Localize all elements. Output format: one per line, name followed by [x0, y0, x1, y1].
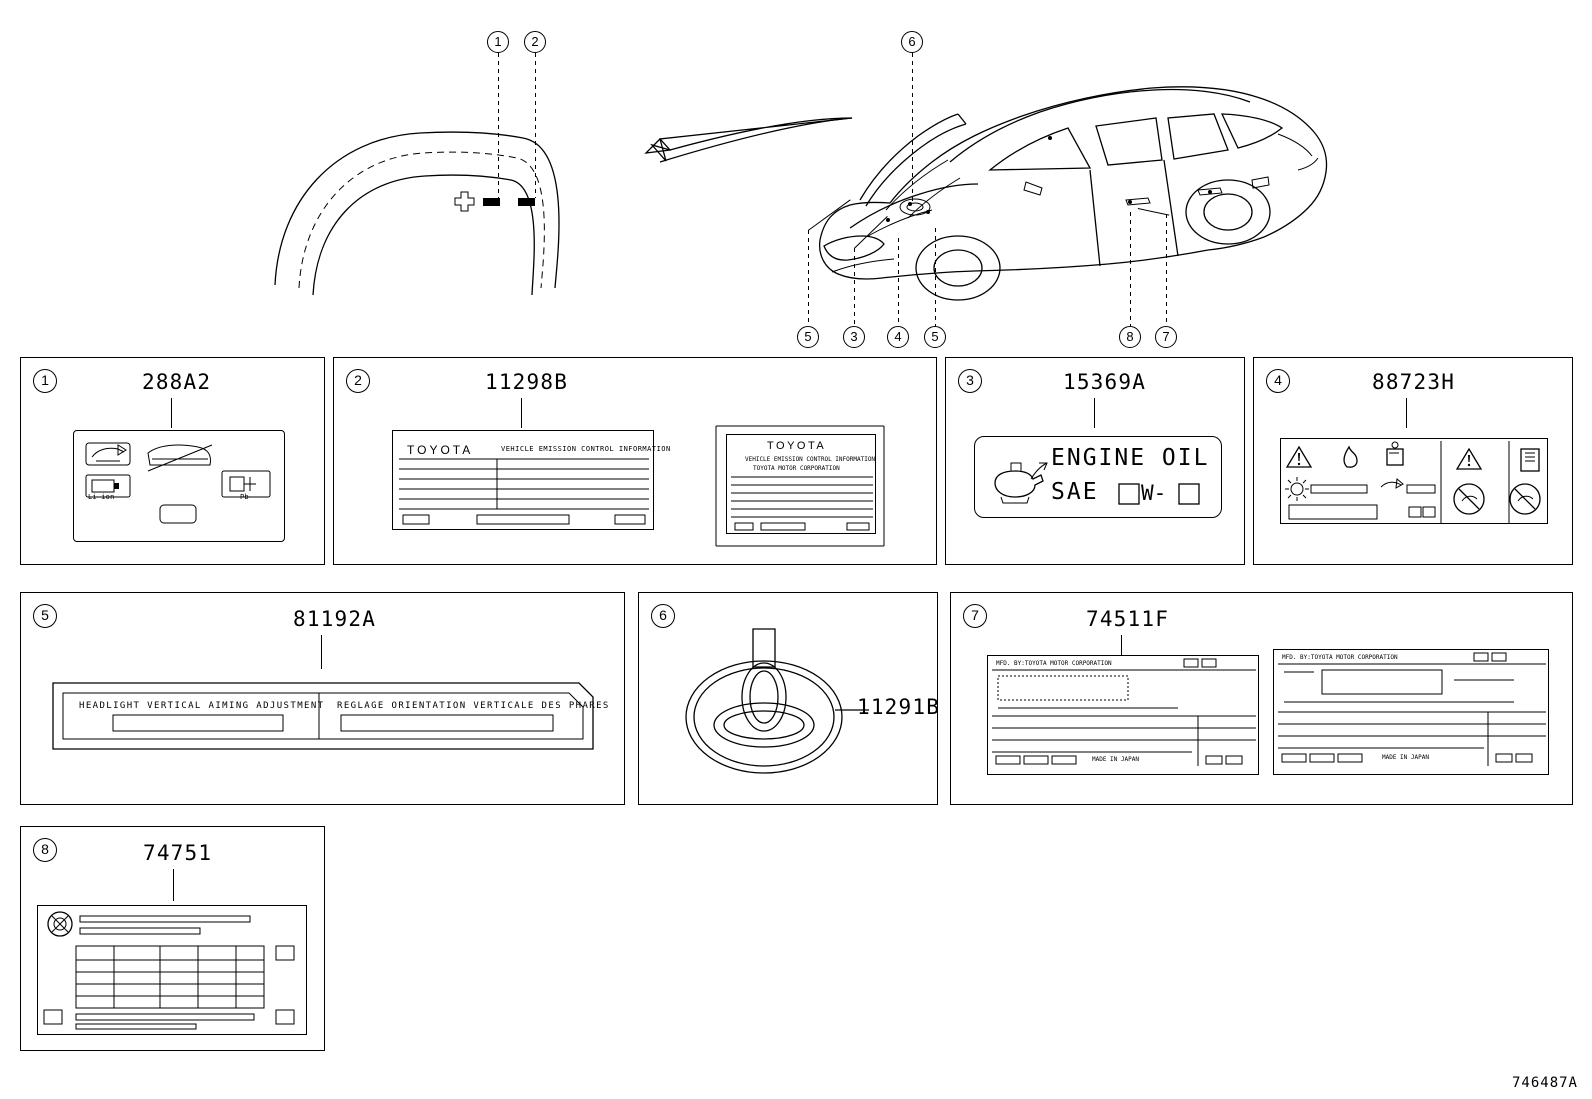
panel-5-label-art	[51, 681, 610, 751]
panel-7-number: 7	[963, 604, 987, 628]
callout-4: 4	[887, 326, 909, 348]
panel-1-icons	[74, 431, 286, 543]
callout-8-leader	[1130, 212, 1131, 326]
callout-2-leader	[535, 53, 536, 198]
callout-7-leader	[1166, 214, 1167, 326]
panel-2-label-a	[392, 430, 671, 530]
callout-5-hood-leader	[935, 228, 936, 326]
callout-5-front: 5	[797, 326, 819, 348]
panel-7-code: 74511F	[1086, 607, 1170, 631]
sedan-cutaway-illustration	[790, 40, 1350, 320]
panel-2[interactable]	[333, 357, 937, 565]
panel-3-pointer	[1094, 398, 1095, 428]
panel-1-number: 1	[33, 369, 57, 393]
panel-6-number: 6	[651, 604, 675, 628]
panel-4-label-art	[1280, 438, 1548, 524]
panel-7-label-a	[987, 655, 1259, 775]
panel-3-label-art	[974, 436, 1222, 518]
panel-2-label-a-brand: TOYOTA	[407, 443, 474, 457]
panel-7-label-a-origin: MADE IN JAPAN	[1092, 756, 1139, 763]
panel-1[interactable]	[20, 357, 325, 565]
panel-7-label-a-mfd: MFD. BY:TOYOTA MOTOR CORPORATION	[996, 660, 1112, 667]
panel-2-code: 11298B	[485, 370, 569, 394]
panel-3-viscosity-sep: W-	[1141, 481, 1167, 505]
panel-8[interactable]	[20, 826, 325, 1051]
callout-6: 6	[901, 31, 923, 53]
tire-pressure-table	[38, 906, 308, 1036]
callout-6-leader	[912, 53, 913, 203]
panel-7-label-b-mfd: MFD. BY:TOYOTA MOTOR CORPORATION	[1282, 654, 1398, 661]
panel-5-code: 81192A	[293, 607, 377, 631]
oil-can-icon	[981, 439, 1051, 519]
panel-4-code: 88723H	[1372, 370, 1456, 394]
panel-2-number: 2	[346, 369, 370, 393]
panel-2-pointer	[521, 398, 522, 428]
panel-1-sublabel-liion: Li-ion	[88, 493, 115, 501]
panel-7[interactable]	[950, 592, 1573, 805]
panel-8-pointer	[173, 869, 174, 901]
callout-2: 2	[524, 31, 546, 53]
panel-1-code: 288A2	[142, 370, 212, 394]
callout-7: 7	[1155, 326, 1177, 348]
wheel-arch-drawing	[255, 20, 675, 320]
panel-1-label-art	[73, 430, 285, 542]
panel-7-label-b	[1273, 649, 1549, 775]
panel-2-label-b	[726, 434, 876, 534]
panel-5-pointer	[321, 635, 322, 669]
panel-4-icons	[1281, 439, 1549, 525]
toyota-emblem-icon	[669, 625, 859, 785]
wheel-arch-detail	[255, 20, 675, 320]
panel-1-pointer	[171, 398, 172, 428]
panel-2-label-a-heading: VEHICLE EMISSION CONTROL INFORMATION	[501, 445, 671, 453]
panel-2-label-b-wrap	[712, 420, 890, 552]
panel-3-text-engine-oil: ENGINE OIL	[1051, 445, 1210, 471]
panel-3-number: 3	[958, 369, 982, 393]
callout-3: 3	[843, 326, 865, 348]
panel-4-pointer	[1406, 398, 1407, 428]
panel-4[interactable]	[1253, 357, 1573, 565]
callout-6-anchor	[898, 196, 932, 218]
callout-4-leader	[898, 238, 899, 326]
panel-5-number: 5	[33, 604, 57, 628]
panel-6-code: 11291B	[857, 695, 941, 719]
callout-1: 1	[487, 31, 509, 53]
panel-6[interactable]	[638, 592, 941, 805]
panel-8-label-art	[37, 905, 307, 1035]
panel-8-number: 8	[33, 838, 57, 862]
panel-5-text-fr: REGLAGE ORIENTATION VERTICALE DES PHARES	[337, 701, 610, 711]
panel-5-text-en: HEADLIGHT VERTICAL AIMING ADJUSTMENT	[79, 701, 325, 711]
panel-1-sublabel-pb: Pb	[240, 493, 249, 501]
panel-2-label-b-subheading: TOYOTA MOTOR CORPORATION	[753, 465, 840, 472]
callout-1-leader	[498, 53, 499, 198]
panel-2-label-b-brand: TOYOTA	[767, 440, 827, 452]
panel-3[interactable]	[945, 357, 1245, 565]
panel-7-label-b-origin: MADE IN JAPAN	[1382, 754, 1429, 761]
panel-5[interactable]	[20, 592, 625, 805]
panel-8-code: 74751	[143, 841, 213, 865]
panel-4-number: 4	[1266, 369, 1290, 393]
callout-8: 8	[1119, 326, 1141, 348]
callout-5-front-leader	[808, 230, 809, 326]
panel-2-label-b-heading: VEHICLE EMISSION CONTROL INFORMATION	[745, 456, 876, 463]
sheet-id: 746487A	[1511, 1075, 1578, 1091]
vehicle-line-art	[790, 40, 1350, 320]
callout-5-hood: 5	[924, 326, 946, 348]
callout-3-leader	[854, 248, 855, 326]
panel-3-text-sae: SAE	[1051, 479, 1099, 505]
panel-3-code: 15369A	[1063, 370, 1147, 394]
